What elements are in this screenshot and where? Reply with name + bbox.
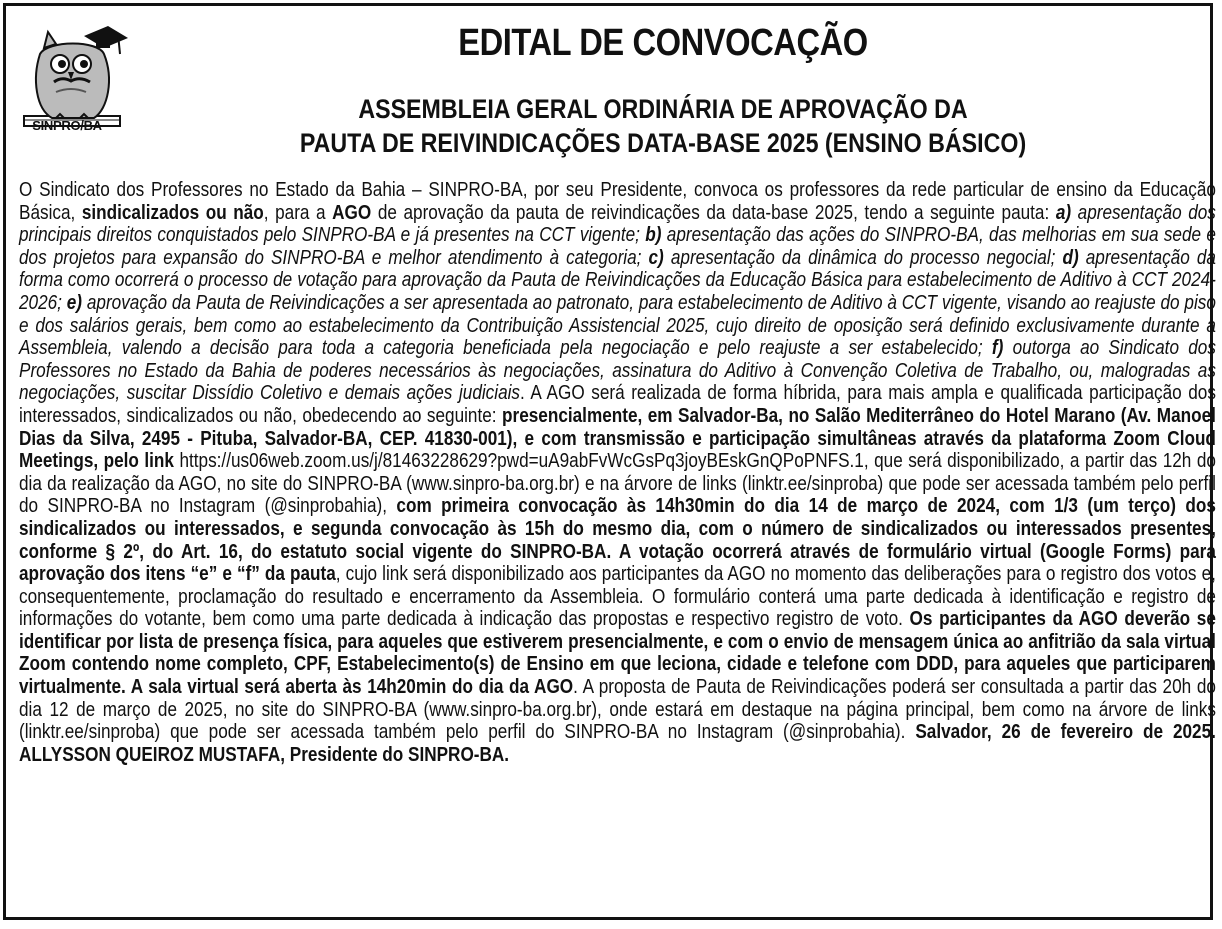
body-run: , para a [263,201,333,224]
body-run: c) [648,246,664,269]
page-subtitle [201,92,1125,160]
body-run: Os participantes da AGO deverão se identificar por lista de presença física, para aqueles que estiverem presencialmente, e com o envio de mensagem única ao anfitrião da sala virtual Zoom contendo nome completo, CPF, Estabelecimento(s) de Ensino em que leciona, cidade e telefone com DDD, para aqueles que participarem virtualmente. A sala virtual será aberta às 14h20min do dia da AGO [19,608,1216,699]
body-run: de aprovação da pauta de reivindicações da data-base 2025, tendo a seguinte pauta: [371,201,1056,224]
body-run: Salvador, 26 de fevereiro de 2025. ALLYSSON QUEIROZ MUSTAFA, Presidente do SINPRO-BA. [19,721,1216,766]
body-run: sindicalizados ou não [81,201,264,224]
body-run: f) [991,337,1004,360]
subtitle-line: PAUTA DE REIVINDICAÇÕES DATA-BASE 2025 (ENSINO BÁSICO) [299,128,1027,158]
logo-caption: SINPRO/BA [32,118,102,133]
notice-paragraph [19,179,1216,766]
body-run: apresentação da dinâmica do processo negocial; [663,246,1063,269]
body-run: presencialmente, em Salvador-Ba, no Salão Mediterrâneo do Hotel Marano (Av. Manoel Dias da Silva, 2495 - Pituba, Salvador-BA, CEP. 41830-001), e com transmissão e participação simultâneas através da plataforma Zoom Cloud Meetings, pelo link [19,404,1216,473]
notice-frame [3,3,1216,920]
body-run: O Sindicato dos Professores no Estado da Bahia – SINPRO-BA, por seu Presidente, convoca os professores da rede particular de ensino da Educação Básica, [19,179,1216,224]
sinpro-owl-logo [22,24,132,159]
page-title: EDITAL DE CONVOCAÇÃO [458,22,868,64]
body-run: d) [1062,246,1079,269]
body-run: e) [66,291,83,314]
body-run: AGO [332,201,372,224]
notice-body [19,179,1216,766]
body-run: b) [645,224,662,247]
body-run: . A proposta de Pauta de Reivindicações poderá ser consultada a partir das 20h do dia 12 de março de 2025, no site do SINPRO-BA (www.sinpro-ba.org.br), onde estará em destaque na página principal, bem como na árvore de links (linktr.ee/sinproba) que pode ser acessada também pelo perfil do SINPRO-BA no Instagram (@sinprobahia). [19,676,1216,744]
body-run: com primeira convocação às 14h30min do dia 14 de março de 2024, com 1/3 (um terço) dos sindicalizados ou interessados, e segunda convocação às 15h do mesmo dia, com o número de sindicalizados ou interessados presentes, conforme § 2º, do Art. 16, do estatuto social vigente do SINPRO-BA. A votação ocorrerá através de formulário virtual (Google Forms) para aprovação dos itens “e” e “f” da pauta [19,495,1216,586]
subtitle-line: ASSEMBLEIA GERAL ORDINÁRIA DE APROVAÇÃO DA [358,94,968,124]
body-run: a) [1055,201,1072,224]
body-run: , cujo link será disponibilizado aos participantes da AGO no momento das deliberações para o registro dos votos e, consequentemente, proclamação do resultado e encerramento da Assembleia. O formulário conterá uma parte dedicada à identificação e registro de informações do votante, bem como uma parte dedicada à indicação das propostas e respectivo registro de voto. [19,563,1216,631]
body-run: outorga ao Sindicato dos Professores no Estado da Bahia de poderes necessários às negociações, assinatura do Aditivo à Convenção Coletiva de Trabalho, ou, malogradas as negociações, suscitar Dissídio Coletivo e demais ações judiciais [19,337,1216,405]
body-run: apresentação da forma como ocorrerá o processo de votação para aprovação da Pauta de Reivindicações da Educação Básica para estabelecimento de Aditivo à CCT 2024-2026; [19,246,1216,314]
body-run: aprovação da Pauta de Reivindicações a ser apresentada ao patronato, para estabelecimento de Aditivo à CCT vigente, visando ao reajuste do piso e dos salários gerais, bem como ao estabelecimento da Contribuição Assistencial 2025, cujo direito de oposição será definido exclusivamente durante a Assembleia, valendo a decisão para toda a categoria beneficiada pela negociação e pelo reajuste a ser estabelecido; [19,291,1216,360]
body-run: . A AGO será realizada de forma híbrida, para mais ampla e qualificada participação dos interessados, sindicalizados ou não, obedecendo ao seguinte: [19,382,1216,427]
body-run: apresentação das ações do SINPRO-BA, das melhorias em sua sede e dos projetos para expansão do SINPRO-BA e melhor atendimento à categoria; [19,224,1216,269]
body-run: https://us06web.zoom.us/j/81463228629?pwd=uA9abFvWcGsPq3joyBEskGnQPoPNFS.1, que será disponibilizado, a partir das 12h do dia da realização da AGO, no site do SINPRO-BA (www.sinpro-ba.org.br) e na árvore de links (linktr.ee/sinproba) que pode ser acessada também pelo perfil do SINPRO-BA no Instagram (@sinprobahia), [19,450,1216,518]
body-run: apresentação dos principais direitos conquistados pelo SINPRO-BA e já presentes na CCT vigente; [19,201,1216,247]
